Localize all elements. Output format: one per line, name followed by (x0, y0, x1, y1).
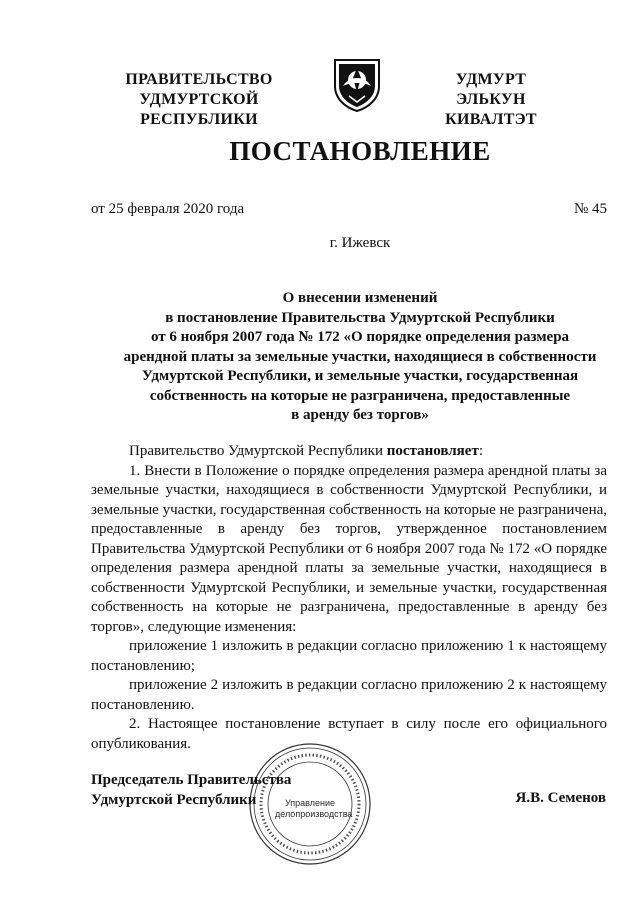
document-city: г. Ижевск (329, 235, 391, 251)
government-name-udmurt-line1: УДМУРТ ЭЛЬКУН (455, 71, 527, 108)
subject-line: в постановление Правительства Удмуртской Республики (165, 309, 555, 326)
stamp-line2: делопроизводства (275, 809, 353, 819)
government-name-udmurt (420, 70, 562, 130)
signatory-position (91, 770, 291, 810)
government-name-line1: ПРАВИТЕЛЬСТВО (125, 71, 273, 88)
subject-line: Удмуртской Республики, и земельные участки, государственная (141, 368, 579, 384)
signatory-name: Я.В. Семенов (515, 790, 606, 806)
subject-line: собственность на которые не разграничена, предоставленные (149, 387, 571, 404)
government-name-russian (80, 70, 318, 130)
subject-line: в аренду без торгов» (291, 407, 429, 423)
document-body (91, 442, 607, 754)
body-paragraph-3: приложение 2 изложить в редакции согласно приложению 2 к настоящему постановлению. (91, 677, 607, 713)
stamp-line1: Управление (284, 798, 336, 808)
document-number: № 45 (573, 201, 607, 217)
body-paragraph-2: приложение 1 изложить в редакции согласно приложению 1 к настоящему постановлению; (91, 638, 607, 674)
intro-end: : (478, 443, 483, 459)
signatory-position-line1: Председатель Правительства (91, 772, 292, 788)
subject-line: арендной платы за земельные участки, находящиеся в собственности (123, 348, 597, 365)
document-subject (100, 289, 620, 426)
subject-line: от 6 ноября 2007 года № 172 «О порядке определения размера (150, 329, 570, 345)
body-paragraph-1: 1. Внести в Положение о порядке определения размера арендной платы за земельные участки, находящиеся в собственности Удмуртской Республики, и земельные участки, государственная собственность на которые не разграничена, предоставленные в аренду без торгов, утвержденное постановлением Правительства Удмуртской Республики от 6 ноября 2007 года № 172 «О порядке определения размера арендной платы за земельные участки, находящиеся в собственности Удмуртской Республики, и земельные участки, государственная собственность на которые не разграничена, предоставленные в аренду без торгов», следующие изменения: (91, 462, 607, 635)
document-title: ПОСТАНОВЛЕНИЕ (229, 136, 491, 166)
document-date: от 25 февраля 2020 года (91, 201, 245, 217)
signatory-position-line2: Удмуртской Республики (91, 792, 257, 808)
government-name-udmurt-line2: КИВАЛТЭТ (445, 111, 537, 128)
subject-line: О внесении изменений (282, 290, 438, 306)
intro-verb: постановляет (386, 443, 479, 459)
body-paragraph-4: 2. Настоящее постановление вступает в силу после его официального опубликования. (91, 716, 607, 752)
government-name-line2: УДМУРТСКОЙ РЕСПУБЛИКИ (139, 91, 259, 128)
coat-of-arms-icon (331, 56, 383, 112)
body-intro (91, 442, 607, 462)
intro-text: Правительство Удмуртской Республики (129, 443, 387, 459)
